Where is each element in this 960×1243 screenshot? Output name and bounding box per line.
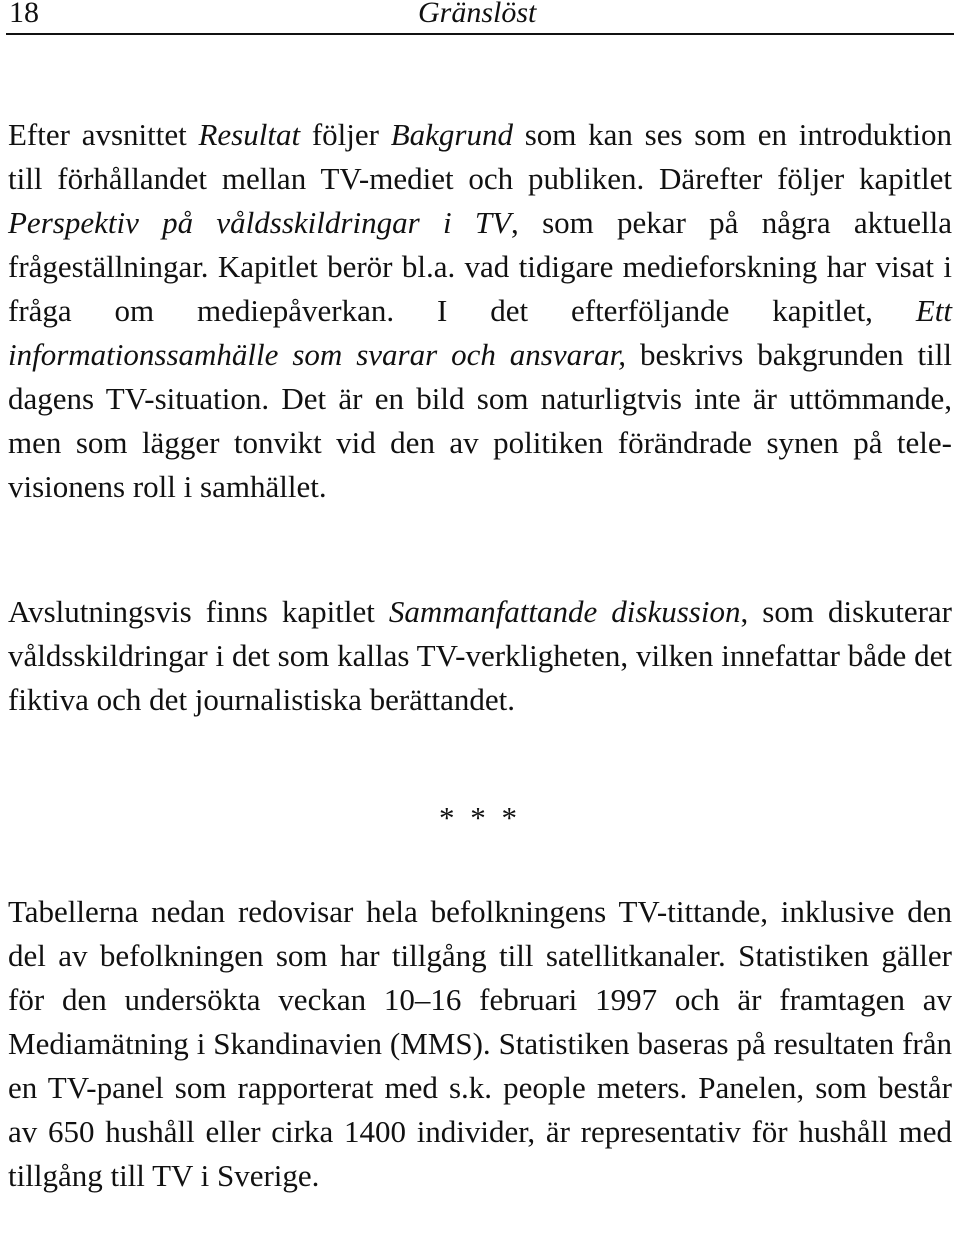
running-title: Gränslöst — [418, 0, 537, 29]
page-header — [6, 0, 954, 35]
p1-text-5: beskrivs bakgrunden till dagens TV-situation. Det är en bild som naturligtvis inte är uttömmande, men som lägger tonvikt vid den av politiken förändrade synen på televisionens roll i samhället. — [8, 337, 952, 504]
p2-text-2: , som diskuterar våldsskildringar i det som kallas TV-verkligheten, vilken innefattar både det fiktiva och det journalistiska berättandet. — [8, 594, 952, 717]
paragraph-statistics: Tabellerna nedan redovisar hela befolkningens TV-tittande, inklusive den del av befolkningen som har tillgång till satellitkanaler. Statistiken gäller för den undersökta veckan 10–16 februari 1997 och är framtagen av Mediamätning i Skandinavien (MMS). Statistiken baseras på resultaten från en TV-panel som rapporterat med s.k. people meters. Panelen, som består av 650 hushåll eller cirka 1400 individer, är representativ för hushåll med tillgång till TV i Sverige. — [8, 894, 952, 1193]
p1-text-2: följer — [300, 117, 391, 152]
p2-text-1: Avslutningsvis finns kapitlet — [8, 594, 389, 629]
paragraph-introduction — [8, 113, 952, 509]
p1-text-4: , som pekar på några aktuella frågeställningar. Kapitlet berör bl.a. vad tidigare medieforskning har visat i fråga om mediepåverkan. I det efterföljande kapitlet, — [8, 205, 952, 328]
chapter-title-informationssamhalle: Ett informationssamhälle som svarar och ansvarar, — [8, 293, 952, 372]
paragraph-conclusion — [8, 590, 952, 722]
section-separator: * * * — [439, 800, 521, 835]
chapter-title-perspektiv: Perspektiv på våldsskildringar i TV — [8, 205, 512, 240]
section-title-bakgrund: Bakgrund — [390, 117, 513, 152]
chapter-title-sammanfattande: Sammanfattande diskussion — [388, 594, 741, 629]
page-number: 18 — [9, 0, 39, 29]
section-title-resultat: Resultat — [198, 117, 301, 152]
p1-text-3: som kan ses som en introduktion till förhållandet mellan TV-mediet och publiken. Därefter följer kapitlet — [8, 117, 952, 196]
p1-text-1: Efter avsnittet — [8, 117, 199, 152]
